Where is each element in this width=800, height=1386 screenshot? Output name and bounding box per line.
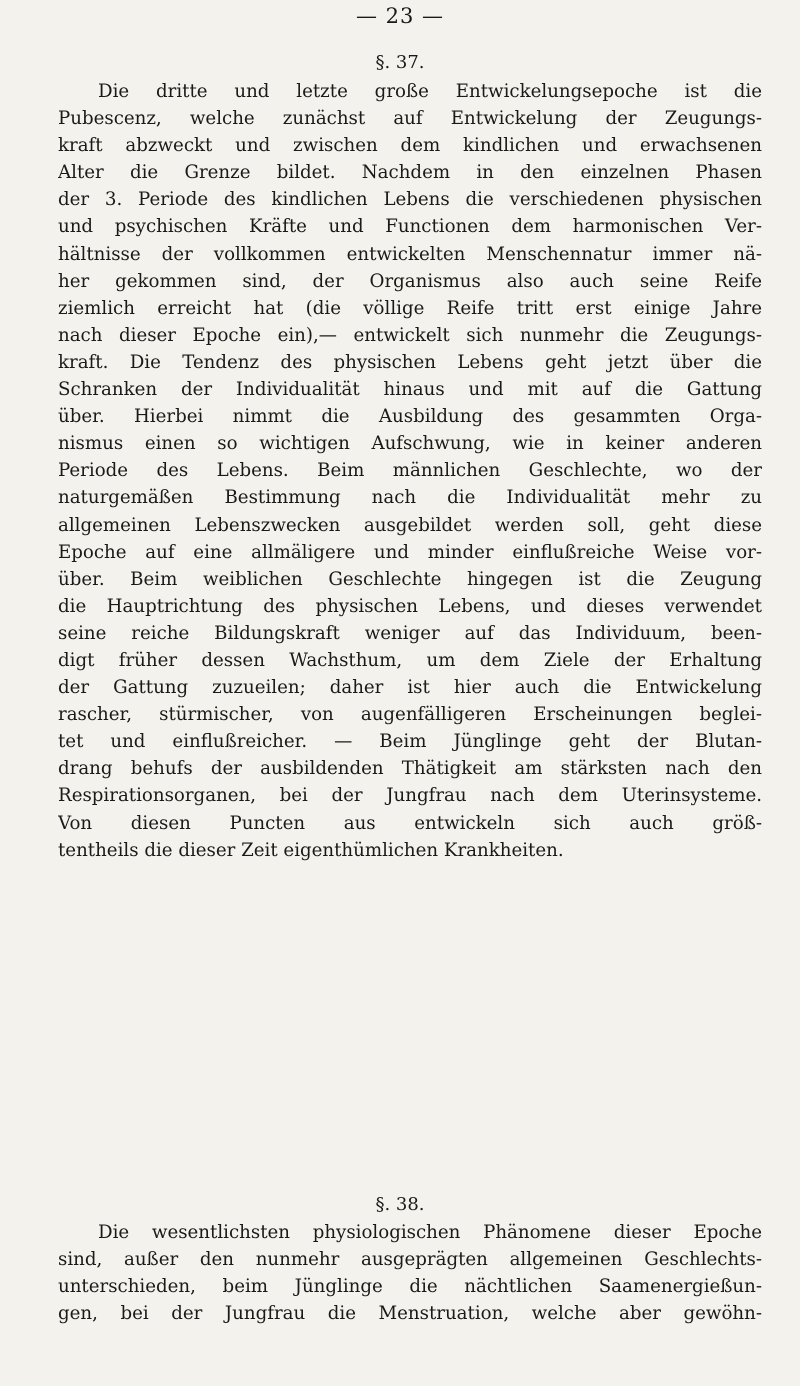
text-line: hältnisse der vollkommen entwickelten Menschennatur immer nä- <box>58 243 762 265</box>
text-line: Alter die Grenze bildet. Nachdem in den einzelnen Phasen <box>58 162 762 184</box>
text-line: digt früher dessen Wachsthum, um dem Ziele der Erhaltung <box>58 649 762 671</box>
section-heading-37: §. 37. <box>375 52 425 73</box>
text-line: Respirationsorganen, bei der Jungfrau nach dem Uterinsysteme. <box>58 785 762 807</box>
text-line: Periode des Lebens. Beim männlichen Geschlechte, wo der <box>58 460 762 482</box>
text-line: Von diesen Puncten aus entwickeln sich auch größ- <box>58 812 762 834</box>
text-line: über. Hierbei nimmt die Ausbildung des gesammten Orga- <box>58 406 762 428</box>
text-line: gen, bei der Jungfrau die Menstruation, welche aber gewöhn- <box>58 1303 762 1325</box>
text-line: der Gattung zuzueilen; daher ist hier auch die Entwickelung <box>58 677 762 699</box>
text-line: nismus einen so wichtigen Aufschwung, wie in keiner anderen <box>58 433 762 455</box>
text-line: tet und einflußreicher. — Beim Jünglinge geht der Blutan- <box>58 731 762 753</box>
text-line: ziemlich erreicht hat (die völlige Reife tritt erst einige Jahre <box>58 297 762 319</box>
text-line: her gekommen sind, der Organismus also auch seine Reife <box>58 270 762 292</box>
text-line: der 3. Periode des kindlichen Lebens die verschiedenen physischen <box>58 189 762 211</box>
text-line: die Hauptrichtung des physischen Lebens, und dieses verwendet <box>58 595 762 617</box>
text-line: tentheils die dieser Zeit eigenthümlichen Krankheiten. <box>58 839 564 861</box>
text-line: naturgemäßen Bestimmung nach die Individualität mehr zu <box>58 487 762 509</box>
text-line: rascher, stürmischer, von augenfälligeren Erscheinungen beglei- <box>58 704 762 726</box>
text-line: Die dritte und letzte große Entwickelungsepoche ist die <box>98 81 762 102</box>
text-line: drang behufs der ausbildenden Thätigkeit am stärksten nach den <box>58 758 762 780</box>
paragraph-section-38 <box>58 1219 762 1327</box>
text-line: und psychischen Kräfte und Functionen dem harmonischen Ver- <box>58 216 762 238</box>
text-line: kraft. Die Tendenz des physischen Lebens geht jetzt über die <box>58 351 762 373</box>
section-heading-38: §. 38. <box>375 1194 425 1215</box>
text-line: Pubescenz, welche zunächst auf Entwickelung der Zeugungs- <box>58 108 762 130</box>
text-line: Epoche auf eine allmäligere und minder einflußreiche Weise vor- <box>58 541 762 563</box>
text-line: seine reiche Bildungskraft weniger auf das Individuum, been- <box>58 622 762 644</box>
text-line: allgemeinen Lebenszwecken ausgebildet werden soll, geht diese <box>58 514 762 536</box>
text-line: sind, außer den nunmehr ausgeprägten allgemeinen Geschlechts- <box>58 1249 762 1271</box>
text-line: über. Beim weiblichen Geschlechte hingegen ist die Zeugung <box>58 568 762 590</box>
text-line: kraft abzweckt und zwischen dem kindlichen und erwachsenen <box>58 135 762 157</box>
text-line: nach dieser Epoche ein),— entwickelt sich nunmehr die Zeugungs- <box>58 324 762 346</box>
text-line: Die wesentlichsten physiologischen Phänomene dieser Epoche <box>98 1222 762 1243</box>
paragraph-section-37 <box>58 78 762 864</box>
page-number: — 23 — <box>355 4 445 28</box>
text-line: unterschieden, beim Jünglinge die nächtlichen Saamenergießun- <box>58 1276 762 1298</box>
text-line: Schranken der Individualität hinaus und mit auf die Gattung <box>58 379 762 401</box>
